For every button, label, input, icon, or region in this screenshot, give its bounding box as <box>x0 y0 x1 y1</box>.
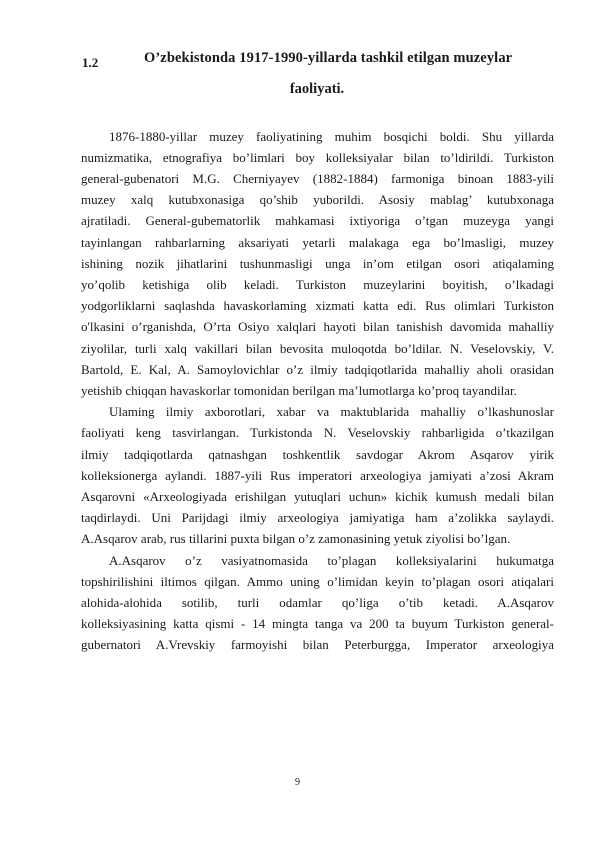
text-line: yetishib chiqqan havaskorlar tomonidan berilgan ma’lumotlarga ko’proq tayandilar. <box>81 382 517 398</box>
text-line: faoliyati keng tasvirlangan. Turkistonda N. Veselovskiy rahbarligida o’tkazilgan <box>81 425 554 441</box>
text-line: ishining nozik jihatlarini tushunmasligi unga in’om etilgan osori atiqalaming <box>81 255 554 271</box>
text-line: A.Asqarov arab, rus tillarini puxta bilgan o’z zamonasining yetuk ziyolisi bo’lgan. <box>81 531 511 547</box>
text-line: kolleksiyasining katta qismi - 14 mingta tanga va 200 ta buyum Turkiston general- <box>81 616 554 632</box>
text-line: ilmiy tadqiqotlarda qatnashgan toshkentlik savdogar Akrom Asqarov yirik <box>81 446 554 462</box>
text-line: taqdirlaydi. Uni Parijdagi ilmiy arxeologiya jamiyatiga ham a’zolikka saylaydi. <box>81 510 554 526</box>
text-line: Ulaming ilmiy axborotlari, xabar va maktublarida mahalliy o’lkashunoslar <box>109 404 554 420</box>
section-title-line-1: O’zbekistonda 1917-1990-yillarda tashkil etilgan muzeylar <box>144 50 513 66</box>
section-title-line-2: faoliyati. <box>289 81 345 97</box>
text-line: kolleksionerga aylandi. 1887-yili Rus imperatori arxeologiya jamiyati a’zosi Akram <box>81 467 554 483</box>
text-line: gubernatori A.Vrevskiy farmoyishi bilan Peterburgga, Imperator arxeologiya <box>81 637 554 653</box>
text-line: o'lkasini o’rganishda, O’rta Osiyo xalqlari hayoti bilan tanishish davomida mahalliy <box>81 319 554 335</box>
text-line: Asqarovni «Arxeologiyada erishilgan yutuqlari uchun» kichik kumush medali bilan <box>81 488 554 504</box>
text-line: general-gubenatori M.G. Cherniyayev (1882-1884) farmoniga binoan 1883-yili <box>81 170 554 186</box>
text-line: A.Asqarov o’z vasiyatnomasida to’plagan kolleksiyalarini hukumatga <box>109 552 554 568</box>
text-line: numizmatika, etnografiya bo’limlari boy kolleksiyalar bilan to’ldirildi. Turkiston <box>81 149 554 165</box>
text-line: topshirilishini iltimos qilgan. Ammo uning o’limidan keyin to’plagan osori atiqalari <box>81 573 554 589</box>
text-line: ziyolilar, turli xalq vakillari bilan bevosita muloqotda bo’ldilar. N. Veselovskiy, V. <box>81 340 554 356</box>
text-line: Bartold, E. Kal, A. Samoylovichlar o’z ilmiy tadqiqotlarida mahalliy aholi orasidan <box>81 361 554 377</box>
text-line: alohida-alohida sotilib, turli odamlar qo’liga o’tib ketadi. A.Asqarov <box>81 594 554 610</box>
page-number: 9 <box>295 777 300 788</box>
text-line: muzey xalq kutubxonasiga qo’shib yuborildi. Asosiy mablag’ kutubxonaga <box>81 192 554 208</box>
text-line: tayinlangan rahbarlarning aksariyati yetarli malakaga ega bo’lmasligi, muzey <box>81 234 554 250</box>
text-line: yodgorliklarni saqlashda havaskorlaming xizmati katta edi. Rus olimlari Turkiston <box>81 298 554 314</box>
text-line: ajratiladi. General-gubematorlik mahkamasi ixtiyoriga o’tgan muzeyga yangi <box>81 213 554 229</box>
text-line: yo’qolib ketishiga olib keladi. Turkiston muzeylarini boyitish, o’lkadagi <box>81 276 554 292</box>
section-number: 1.2 <box>82 55 99 70</box>
text-line: 1876-1880-yillar muzey faoliyatining muhim bosqichi boldi. Shu yillarda <box>109 128 554 144</box>
